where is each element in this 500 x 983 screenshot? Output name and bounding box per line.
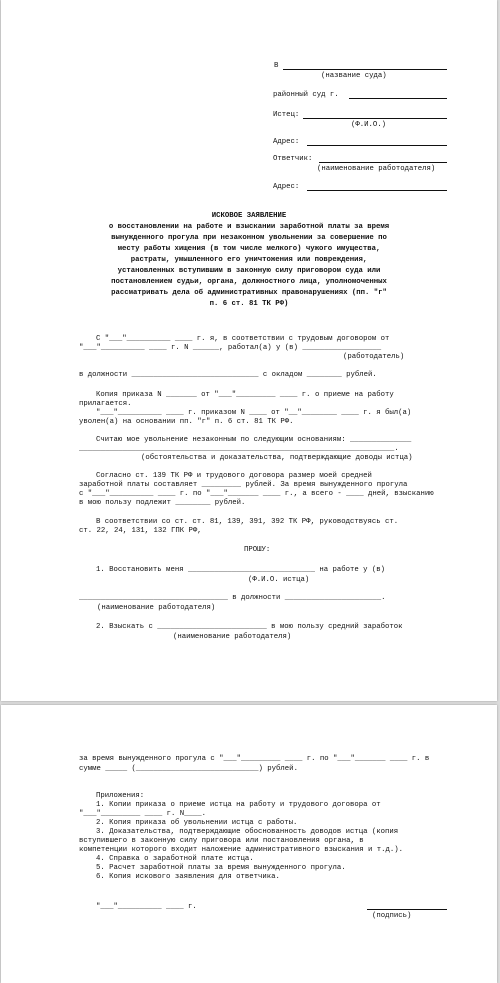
title-line: рассматривать дела об административных правонарушениях (пп. "г" bbox=[111, 289, 387, 297]
body-line: __________________________________ в должности ______________________. bbox=[79, 594, 386, 602]
document-title bbox=[41, 211, 457, 310]
plaintiff-caption: (Ф.И.О.) bbox=[351, 121, 387, 129]
title-line: п. 6 ст. 81 ТК РФ) bbox=[209, 300, 289, 308]
district-court-line bbox=[349, 98, 447, 99]
body-caption: (наименование работодателя) bbox=[173, 633, 292, 641]
title-line: о восстановлении на работе и взыскании заработной платы за время bbox=[108, 223, 390, 231]
body-line: за время вынужденного прогула с "___"_________ ____ г. по "___"_______ ____ г. в bbox=[79, 755, 430, 763]
body-line: "___"__________ ____ г. N ______, работал(а) у (в) __________________ bbox=[79, 344, 382, 352]
address1-line bbox=[307, 145, 447, 146]
body-line: с "___"__________ ____ г. по "___"_______ ____ г., а всего - ____ дней, взысканию bbox=[79, 490, 434, 498]
appendix-item: "___"_________ ____ г. N____. bbox=[79, 810, 206, 818]
body-line: Копия приказа N _______ от "___"_________ ____ г. о приеме на работу bbox=[96, 391, 394, 399]
body-line: прилагается. bbox=[79, 400, 132, 408]
body-line: С "___"__________ ____ г. я, в соответствии с трудовым договором от bbox=[96, 335, 390, 343]
appendix-item: 1. Копии приказа о приеме истца на работу и трудового договора от bbox=[96, 801, 381, 809]
appendix-item: 2. Копия приказа об увольнении истца с работы. bbox=[96, 819, 298, 827]
body-line: В соответствии со ст. ст. 81, 139, 391, 392 ТК РФ, руководствуясь ст. bbox=[96, 518, 399, 526]
request-heading: ПРОШУ: bbox=[244, 546, 271, 554]
court-caption: (название суда) bbox=[321, 72, 387, 80]
address1-label: Адрес: bbox=[273, 138, 300, 146]
defendant-label: Ответчик: bbox=[273, 155, 313, 163]
body-line: 2. Взыскать с _________________________ в мою пользу средний заработок bbox=[96, 623, 403, 631]
address2-label: Адрес: bbox=[273, 183, 300, 191]
signature-caption: (подпись) bbox=[372, 912, 412, 920]
body-line: "___"__________ ____ г. приказом N ____ от "__"________ ____ г. я был(а) bbox=[96, 409, 412, 417]
title-line: вынужденного прогула при незаконном увольнении за совершение по bbox=[111, 234, 387, 242]
defendant-line bbox=[319, 162, 447, 163]
body-caption: (Ф.И.О. истца) bbox=[248, 576, 310, 584]
title-line: растраты, умышленного его уничтожения или повреждения, bbox=[130, 256, 368, 264]
appendix-heading: Приложения: bbox=[96, 792, 145, 800]
signature-line bbox=[367, 909, 447, 910]
address2-line bbox=[307, 190, 447, 191]
appendix-item: 3. Доказательства, подтверждающие обоснованность доводов истца (копия bbox=[96, 828, 399, 836]
plaintiff-line bbox=[303, 118, 447, 119]
body-line: в должности _____________________________ с окладом ________ рублей. bbox=[79, 371, 377, 379]
body-line: Согласно ст. 139 ТК РФ и трудового договора размер моей средней bbox=[96, 472, 372, 480]
body-line: в мою пользу подлежит ________ рублей. bbox=[79, 499, 246, 507]
title-line: месту работы хищения (в том числе мелкого) чужого имущества, bbox=[117, 245, 381, 253]
body-caption: (работодатель) bbox=[343, 353, 405, 361]
appendix-item: вступившего в законную силу приговора или постановления органа, в bbox=[79, 837, 364, 845]
body-caption: (обстоятельства и доказательства, подтверждающие доводы истца) bbox=[141, 454, 413, 462]
body-caption: (наименование работодателя) bbox=[97, 604, 216, 612]
appendix-item: компетенции которого входит наложение административного взыскания и т.д.). bbox=[79, 846, 404, 854]
appendix-item: 5. Расчет заработной платы за время вынужденного прогула. bbox=[96, 864, 346, 872]
body-line: заработной платы составляет _________ рублей. За время вынужденного прогула bbox=[79, 481, 408, 489]
court-name-line bbox=[283, 69, 447, 70]
body-line: уволен(а) на основании пп. "г" п. 6 ст. 81 ТК РФ. bbox=[79, 418, 294, 426]
plaintiff-label: Истец: bbox=[273, 111, 300, 119]
district-court-label: районный суд г. bbox=[273, 91, 339, 99]
body-line: 1. Восстановить меня _____________________________ на работе у (в) bbox=[96, 566, 386, 574]
appendix-item: 6. Копия искового заявления для ответчика. bbox=[96, 873, 280, 881]
date-line: "___"__________ ____ г. bbox=[96, 903, 197, 911]
body-line: ст. 22, 24, 131, 132 ГПК РФ, bbox=[79, 527, 202, 535]
title-line: установленных вступившим в законную силу приговором суда или bbox=[117, 267, 381, 275]
body-line: Считаю мое увольнение незаконным по следующим основаниям: ______________ bbox=[96, 436, 412, 444]
document-page-2 bbox=[1, 705, 497, 983]
defendant-caption: (наименование работодателя) bbox=[317, 165, 436, 173]
body-line: ________________________________________________________________________. bbox=[79, 445, 399, 453]
court-prefix: В bbox=[274, 62, 279, 70]
document-page-1 bbox=[1, 0, 497, 701]
title-line: постановлением судьи, органа, должностного лица, уполномоченных bbox=[111, 278, 387, 286]
title-line: ИСКОВОЕ ЗАЯВЛЕНИЕ bbox=[211, 212, 287, 220]
body-line: сумме _____ (____________________________) рублей. bbox=[79, 765, 298, 773]
appendix-item: 4. Справка о заработной плате истца. bbox=[96, 855, 254, 863]
